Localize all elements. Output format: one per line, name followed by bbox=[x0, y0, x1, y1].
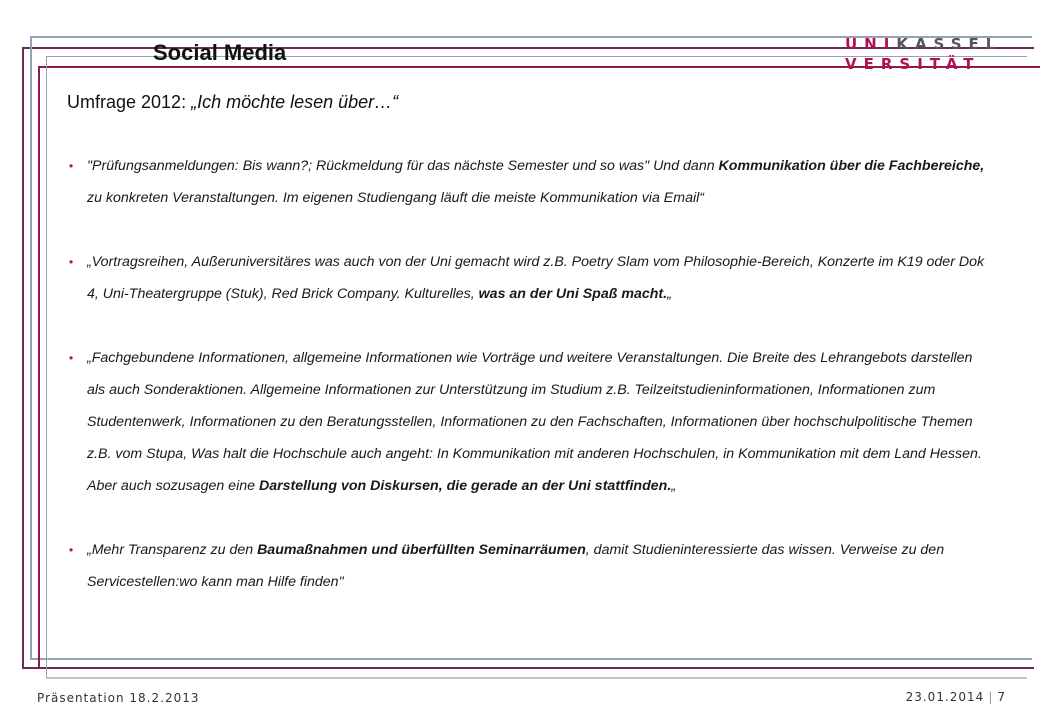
bullet-text: "Prüfungsanmeldungen: Bis wann?; Rückmeldung für das nächste Semester und so was" Und dann bbox=[87, 158, 719, 174]
subtitle-quote: „Ich möchte lesen über…“ bbox=[191, 92, 399, 112]
bullet-text: „Fachgebundene Informationen, allgemeine Informationen wie Vorträge und weitere Veranstaltungen. Die Breite des Lehrangebots darstellen als auch Sonderaktionen. Allgemeine Informationen zur Unterstützung im Studium z.B. Teilzeitstudieninformationen, Informationen zum Studentenwerk, Informationen zu den Beratungsstellen, Informationen zu den Fachschaften, Informationen über hochschulpolitische Themen z.B. vom Stupa, Was halt die Hochschule auch angeht: In Kommunikation mit anderen Hochschulen, in Kommunikation mit dem Land Hessen. Aber auch sozusagen eine bbox=[87, 350, 982, 494]
bullet-emphasis: was an der Uni Spaß macht. bbox=[478, 286, 668, 302]
bullet-text: „Mehr Transparenz zu den bbox=[87, 542, 258, 558]
bullet-emphasis: Baumaßnahmen und überfüllten Seminarräumen bbox=[257, 542, 586, 558]
footer-separator: | bbox=[988, 690, 994, 704]
bullet-emphasis: Kommunikation über die Fachbereiche, bbox=[718, 158, 985, 174]
bullet-text: zu konkreten Veranstaltungen. Im eigenen Studiengang läuft die meiste Kommunikation via Email“ bbox=[87, 190, 704, 206]
bullet-emphasis: Darstellung von Diskursen, die gerade an der Uni stattfinden. bbox=[258, 478, 672, 494]
subtitle-prefix: Umfrage 2012: bbox=[67, 92, 192, 112]
logo-text-kassel: KASSEL bbox=[896, 35, 1003, 53]
footer-date: 23.01.2014 bbox=[905, 690, 985, 704]
logo-row-1 bbox=[845, 34, 1003, 54]
bullet-item bbox=[67, 246, 992, 310]
footer-page-number: 7 bbox=[997, 690, 1006, 704]
bullet-marker: • bbox=[69, 351, 74, 365]
slide-title: Social Media bbox=[153, 40, 287, 65]
bullet-marker: • bbox=[69, 543, 74, 557]
university-logo bbox=[845, 34, 1003, 74]
logo-row-2 bbox=[845, 54, 995, 74]
slide-subtitle bbox=[67, 92, 398, 113]
bullet-item bbox=[67, 342, 992, 502]
bullet-text: „ bbox=[671, 478, 676, 494]
bullet-list bbox=[67, 150, 992, 630]
bullet-text: „ bbox=[667, 286, 672, 302]
bullet-text: „Vortragsreihen, Außeruniversitäres was auch von der Uni gemacht wird z.B. Poetry Slam vom Philosophie-Bereich, Konzerte im K19 oder Dok 4, Uni-Theatergruppe (Stuk), Red Brick Company. Kulturelles, bbox=[87, 254, 985, 302]
bullet-item bbox=[67, 534, 992, 598]
footer-presentation-label: Präsentation 18.2.2013 bbox=[37, 691, 200, 705]
logo-text-versitaet: VERSITÄT bbox=[845, 55, 981, 73]
bullet-marker: • bbox=[69, 159, 74, 173]
bullet-marker: • bbox=[69, 255, 74, 269]
bullet-text: , damit Studieninteressierte das wissen. Verweise zu den Servicestellen:wo kann man Hilfe finden" bbox=[87, 542, 945, 590]
footer-date-page bbox=[906, 690, 1006, 704]
logo-text-uni: UNI bbox=[845, 35, 897, 53]
bullet-item bbox=[67, 150, 992, 214]
